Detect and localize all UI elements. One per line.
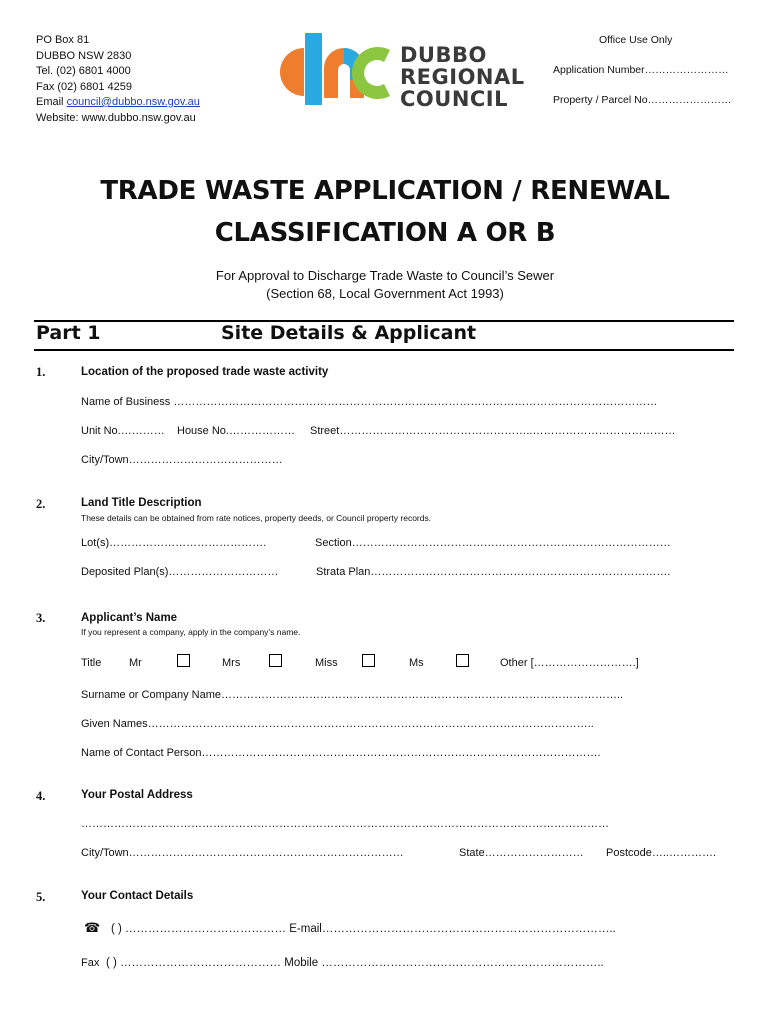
fax-mobile-field[interactable]: ( ) …………………………………… Mobile ……………………………………………………………….. [106, 957, 604, 969]
section-number: 3. [36, 611, 46, 625]
address-line: PO Box 81 [36, 34, 90, 46]
website-line: Website: www.dubbo.nsw.gov.au [36, 111, 196, 124]
section-number: 1. [36, 365, 46, 379]
part-label: Part 1 [36, 322, 101, 344]
council-logo-mark [272, 28, 392, 112]
fax-line: Fax (02) 6801 4259 [36, 80, 133, 93]
email-line [36, 95, 200, 111]
section-number: 4. [36, 789, 46, 803]
section-title: Applicant’s Name [81, 612, 178, 624]
unit-no-field[interactable]: Unit No.………… [81, 425, 165, 437]
phone-line: Tel. (02) 6801 4000 [36, 65, 131, 77]
section-title: Land Title Description [81, 497, 202, 509]
email-label: Email [36, 96, 67, 108]
house-no-field[interactable]: House No.……………… [177, 425, 295, 437]
fax-label: Fax [81, 957, 100, 969]
ms-checkbox[interactable] [456, 654, 469, 667]
postal-address-field[interactable]: ……………………………………………………………………………………………………………………………… [81, 818, 609, 830]
logo-line: COUNCIL [400, 87, 508, 111]
mr-checkbox[interactable] [177, 654, 190, 667]
mrs-checkbox[interactable] [269, 654, 282, 667]
section-title: Your Postal Address [81, 789, 193, 801]
section-note: If you represent a company, apply in the company’s name. [81, 627, 301, 637]
option-mr-label: Mr [129, 657, 142, 669]
section-note: These details can be obtained from rate notices, property deeds, or Council property records. [81, 513, 432, 523]
logo-line: REGIONAL [400, 65, 525, 89]
name-of-business-field[interactable]: Name of Business …………………………………………………………………………………………………………………… [81, 396, 658, 408]
email-link[interactable]: council@dubbo.nsw.gov.au [66, 96, 200, 108]
strata-plan-field[interactable]: Strata Plan………………………………………………………………………. [316, 566, 671, 578]
council-logo-text [400, 44, 525, 110]
postal-state-field[interactable]: State……………………… [459, 847, 584, 859]
city-town-field[interactable]: City/Town…………………………………… [81, 454, 283, 466]
option-ms-label: Ms [409, 657, 424, 669]
section-number: 2. [36, 497, 46, 511]
miss-checkbox[interactable] [362, 654, 375, 667]
section-number: 5. [36, 890, 46, 904]
property-parcel-field[interactable]: Property / Parcel No…………………… [553, 94, 732, 106]
postal-postcode-field[interactable]: Postcode…..…………. [606, 847, 717, 859]
subtitle-line2: (Section 68, Local Government Act 1993) [266, 286, 504, 301]
given-names-field[interactable]: Given Names………………………………………………………………………………………………………….. [81, 718, 594, 730]
phone-email-field[interactable]: ( ) …………………………………… E-mail………………………………………………………………….. [111, 923, 616, 935]
office-use-title: Office Use Only [599, 34, 673, 46]
option-miss-label: Miss [315, 657, 338, 669]
street-field[interactable]: Street……………………………………………..………………………………… [310, 425, 676, 437]
council-address [36, 33, 200, 126]
subtitle-line1: For Approval to Discharge Trade Waste to Council’s Sewer [215, 268, 555, 283]
part-title: Site Details & Applicant [221, 322, 477, 344]
application-number-field[interactable]: Application Number…………………… [553, 64, 729, 76]
logo-line: DUBBO [400, 43, 487, 67]
page-title-line2: CLASSIFICATION A OR B [214, 218, 556, 248]
contact-person-field[interactable]: Name of Contact Person………………………………………………………………………………………………. [81, 747, 601, 759]
logo-d-stem [305, 33, 322, 105]
page-title-line1: TRADE WASTE APPLICATION / RENEWAL [100, 176, 670, 206]
surname-company-field[interactable]: Surname or Company Name……………………………………………………………………………………………….. [81, 689, 624, 701]
deposited-plan-field[interactable]: Deposited Plan(s)………………………… [81, 566, 279, 578]
section-field[interactable]: Section…………………………………………………………………………… [315, 537, 671, 549]
lots-field[interactable]: Lot(s)……………………………………. [81, 537, 267, 549]
phone-icon: ☎ [84, 920, 101, 935]
address-line: DUBBO NSW 2830 [36, 49, 132, 62]
other-title-field[interactable]: Other [……………………….] [500, 657, 639, 669]
section-title: Location of the proposed trade waste activity [81, 366, 329, 378]
part-bottom-rule [34, 349, 734, 351]
logo-d-bowl [280, 48, 304, 96]
option-mrs-label: Mrs [222, 657, 241, 669]
section-title: Your Contact Details [81, 890, 194, 902]
postal-city-field[interactable]: City/Town………………………………………………………………… [81, 847, 404, 859]
title-label: Title [81, 657, 102, 669]
